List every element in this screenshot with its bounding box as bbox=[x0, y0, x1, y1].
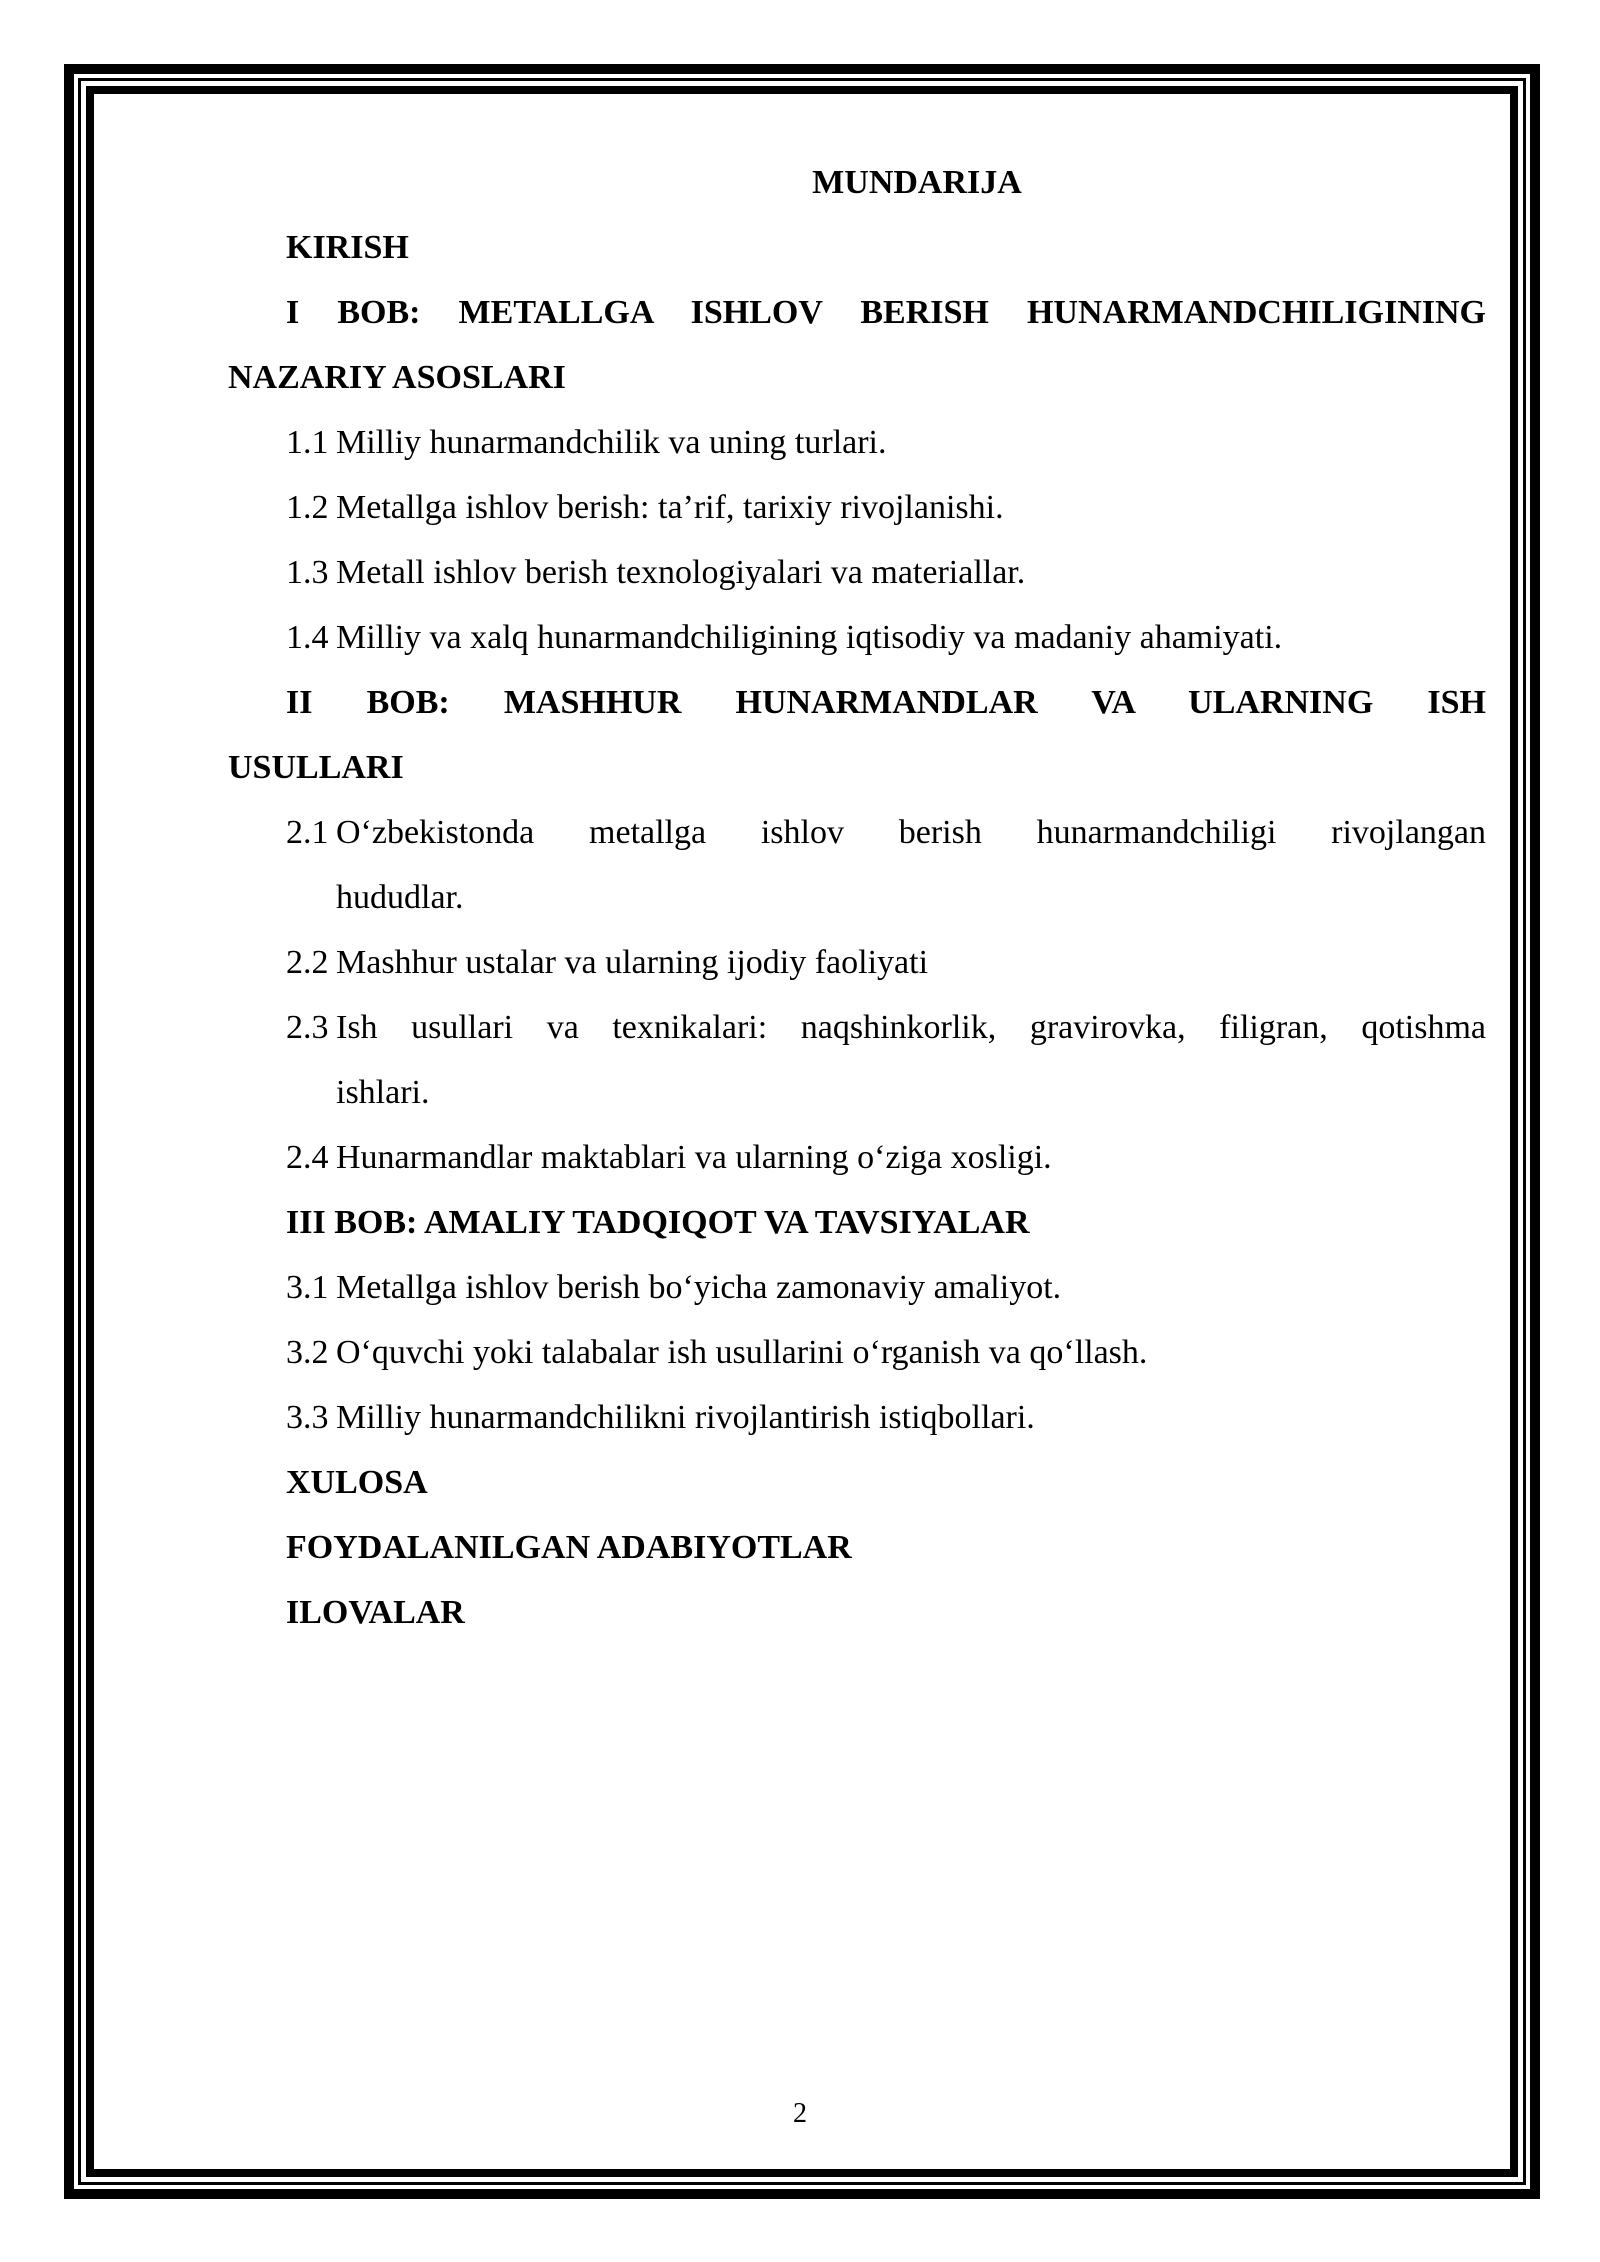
toc-entry-adabiyotlar: FOYDALANILGAN ADABIYOTLAR bbox=[286, 1529, 852, 1566]
table-of-contents bbox=[228, 150, 1486, 1645]
toc-entry-xulosa: XULOSA bbox=[286, 1464, 428, 1501]
toc-chapter-1-line2: NAZARIY ASOSLARI bbox=[228, 359, 566, 396]
toc-entry-3-1 bbox=[228, 1255, 1486, 1320]
toc-chapter-1 bbox=[228, 280, 1486, 345]
toc-entry-2-1 bbox=[228, 800, 1486, 930]
toc-entry-number: 3.2 bbox=[286, 1334, 329, 1371]
page-title: MUNDARIJA bbox=[812, 164, 1022, 201]
toc-entry-2-2 bbox=[228, 930, 1486, 995]
toc-entry-2-3 bbox=[228, 995, 1486, 1125]
toc-entry-text: O‘quvchi yoki talabalar ish usullarini o‘rganish va qo‘llash. bbox=[336, 1334, 1148, 1371]
toc-entry-text-line2: hududlar. bbox=[336, 879, 464, 916]
toc-entry-number: 2.1 bbox=[286, 814, 329, 851]
toc-entry-1-4 bbox=[228, 605, 1486, 670]
toc-entry-text bbox=[336, 800, 1486, 930]
toc-entry-text: Milliy hunarmandchilik va uning turlari. bbox=[336, 424, 887, 461]
toc-entry-number: 2.4 bbox=[286, 1139, 329, 1176]
toc-entry-text: Hunarmandlar maktablari va ularning o‘ziga xosligi. bbox=[336, 1139, 1052, 1176]
toc-entry-number: 3.3 bbox=[286, 1399, 329, 1436]
toc-entry-number: 2.3 bbox=[286, 1009, 329, 1046]
toc-entry-number: 2.2 bbox=[286, 944, 329, 981]
toc-entry-1-3 bbox=[228, 540, 1486, 605]
toc-entry-text-line1: Ish usullari va texnikalari: naqshinkorlik, gravirovka, filigran, qotishma bbox=[336, 1009, 1486, 1046]
page-number: 2 bbox=[793, 2098, 807, 2129]
toc-entry-kirish: KIRISH bbox=[286, 229, 409, 266]
toc-entry-text-line1: O‘zbekistonda metallga ishlov berish hunarmandchiligi rivojlangan bbox=[336, 814, 1486, 851]
toc-chapter-2-line1: II BOB: MASHHUR HUNARMANDLAR VA ULARNING ISH bbox=[286, 684, 1486, 721]
toc-entry-3-2 bbox=[228, 1320, 1486, 1385]
toc-chapter-2 bbox=[228, 670, 1486, 735]
toc-entry-text: Metall ishlov berish texnologiyalari va materiallar. bbox=[336, 554, 1026, 591]
toc-chapter-1-line1: I BOB: METALLGA ISHLOV BERISH HUNARMANDCHILIGINING bbox=[286, 294, 1486, 331]
toc-chapter-3: III BOB: AMALIY TADQIQOT VA TAVSIYALAR bbox=[286, 1204, 1030, 1241]
toc-entry-number: 1.1 bbox=[286, 424, 329, 461]
toc-entry-text-line2: ishlari. bbox=[336, 1074, 430, 1111]
toc-entry-ilovalar: ILOVALAR bbox=[286, 1594, 465, 1631]
toc-entry-number: 1.3 bbox=[286, 554, 329, 591]
toc-entry-text: Mashhur ustalar va ularning ijodiy faoliyati bbox=[336, 944, 929, 981]
toc-entry-3-3 bbox=[228, 1385, 1486, 1450]
toc-entry-2-4 bbox=[228, 1125, 1486, 1190]
toc-entry-text: Milliy va xalq hunarmandchiligining iqtisodiy va madaniy ahamiyati. bbox=[336, 619, 1283, 656]
toc-entry-number: 1.4 bbox=[286, 619, 329, 656]
toc-entry-number: 1.2 bbox=[286, 489, 329, 526]
toc-entry-text: Metallga ishlov berish bo‘yicha zamonaviy amaliyot. bbox=[336, 1269, 1062, 1306]
toc-entry-1-1 bbox=[228, 410, 1486, 475]
toc-entry-text: Milliy hunarmandchilikni rivojlantirish istiqbollari. bbox=[336, 1399, 1035, 1436]
toc-entry-text: Metallga ishlov berish: ta’rif, tarixiy rivojlanishi. bbox=[336, 489, 1004, 526]
toc-chapter-2-line2: USULLARI bbox=[228, 749, 404, 786]
toc-entry-text bbox=[336, 995, 1486, 1125]
toc-entry-1-2 bbox=[228, 475, 1486, 540]
toc-entry-number: 3.1 bbox=[286, 1269, 329, 1306]
